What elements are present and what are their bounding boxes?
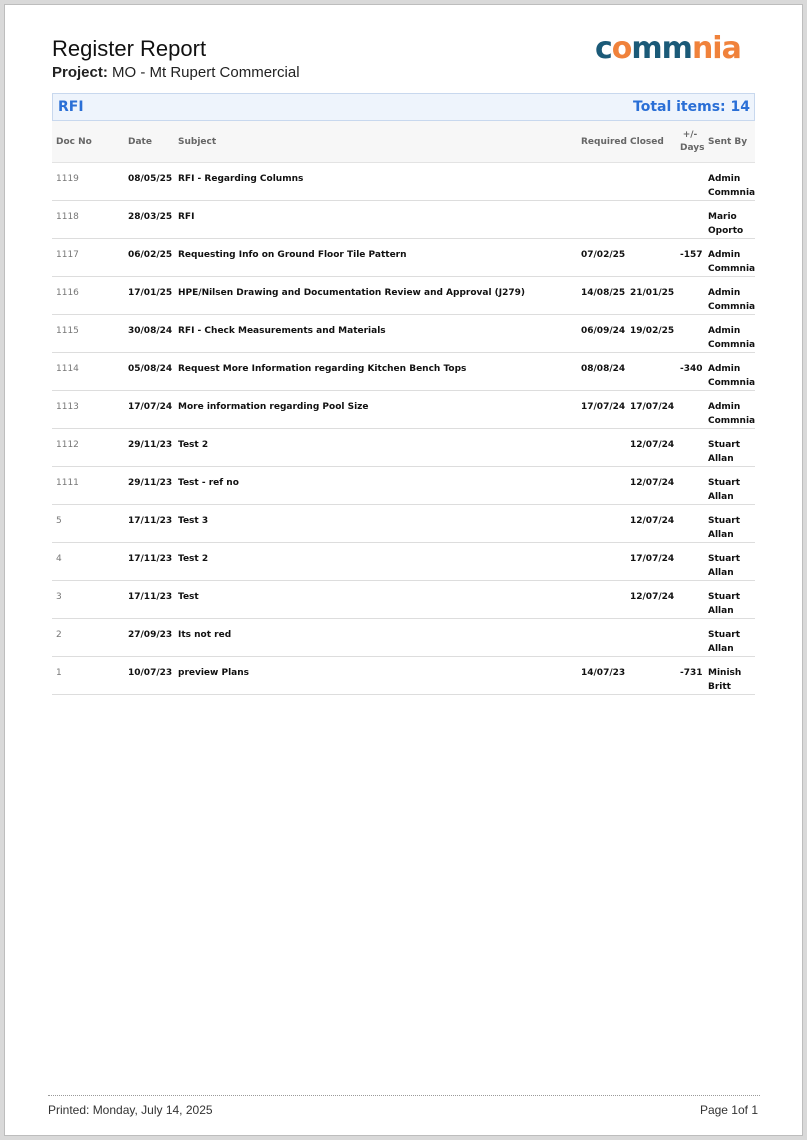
cell-days [676, 467, 704, 505]
cell-closed: 12/07/24 [626, 467, 676, 505]
cell-required: 06/09/24 [577, 315, 626, 353]
col-required: Required [577, 121, 626, 163]
col-date: Date [124, 121, 174, 163]
cell-date: 10/07/23 [124, 657, 174, 695]
cell-closed: 19/02/25 [626, 315, 676, 353]
cell-days [676, 163, 704, 201]
cell-required: 14/07/23 [577, 657, 626, 695]
cell-subject: RFI - Check Measurements and Materials [174, 315, 577, 353]
cell-subject: Test 3 [174, 505, 577, 543]
sent-by-first: Stuart [708, 592, 741, 602]
cell-sent-by [704, 505, 755, 543]
sent-by-first: Mario [708, 212, 737, 222]
cell-date: 08/05/25 [124, 163, 174, 201]
cell-date: 28/03/25 [124, 201, 174, 239]
cell-date: 17/11/23 [124, 543, 174, 581]
cell-subject: Test 2 [174, 543, 577, 581]
sent-by-first: Admin [708, 402, 741, 412]
cell-date: 17/11/23 [124, 505, 174, 543]
commnia-logo [595, 29, 765, 69]
cell-doc-no: 1114 [52, 353, 124, 391]
logo-c: c [595, 31, 612, 66]
cell-doc-no: 1117 [52, 239, 124, 277]
sent-by-first: Stuart [708, 440, 741, 450]
project-value: MO - Mt Rupert Commercial [112, 64, 300, 81]
cell-date: 30/08/24 [124, 315, 174, 353]
cell-days [676, 619, 704, 657]
sent-by-last: Commnia [708, 302, 756, 312]
table-row [52, 619, 755, 657]
cell-required [577, 163, 626, 201]
cell-closed [626, 353, 676, 391]
col-subject: Subject [174, 121, 577, 163]
table-row [52, 543, 755, 581]
sent-by-first: Stuart [708, 630, 741, 640]
sent-by-first: Stuart [708, 478, 741, 488]
cell-closed [626, 657, 676, 695]
col-closed: Closed [626, 121, 676, 163]
report-page [4, 4, 803, 1136]
footer-divider [48, 1095, 760, 1096]
table-row [52, 315, 755, 353]
sent-by-last: Oporto [708, 226, 744, 236]
logo-mm: mm [631, 31, 692, 66]
col-doc-no: Doc No [52, 121, 124, 163]
sent-by-first: Admin [708, 250, 741, 260]
section-title: RFI [58, 99, 84, 115]
cell-date: 29/11/23 [124, 429, 174, 467]
sent-by-first: Admin [708, 364, 741, 374]
table-row [52, 239, 755, 277]
cell-closed [626, 163, 676, 201]
cell-sent-by [704, 429, 755, 467]
total-items: Total items: 14 [633, 99, 750, 115]
cell-doc-no: 5 [52, 505, 124, 543]
cell-required [577, 429, 626, 467]
sent-by-first: Admin [708, 174, 741, 184]
cell-doc-no: 2 [52, 619, 124, 657]
cell-closed [626, 239, 676, 277]
cell-days [676, 581, 704, 619]
cell-sent-by [704, 239, 755, 277]
sent-by-first: Stuart [708, 516, 741, 526]
cell-subject: Its not red [174, 619, 577, 657]
cell-doc-no: 1113 [52, 391, 124, 429]
page-number: Page 1of 1 [699, 1103, 758, 1117]
cell-doc-no: 1116 [52, 277, 124, 315]
cell-required [577, 467, 626, 505]
sent-by-last: Commnia [708, 340, 756, 350]
cell-required [577, 543, 626, 581]
cell-subject: RFI - Regarding Columns [174, 163, 577, 201]
cell-date: 17/11/23 [124, 581, 174, 619]
rfi-register-table [52, 121, 755, 695]
sent-by-first: Admin [708, 288, 741, 298]
table-row [52, 467, 755, 505]
cell-sent-by [704, 277, 755, 315]
cell-required [577, 581, 626, 619]
cell-date: 06/02/25 [124, 239, 174, 277]
printed-date: Printed: Monday, July 14, 2025 [48, 1103, 213, 1117]
sent-by-last: Commnia [708, 416, 756, 426]
cell-days [676, 391, 704, 429]
table-row [52, 657, 755, 695]
cell-subject: Requesting Info on Ground Floor Tile Pattern [174, 239, 577, 277]
cell-required [577, 201, 626, 239]
section-header [52, 93, 755, 121]
sent-by-last: Britt [708, 682, 731, 692]
cell-doc-no: 1 [52, 657, 124, 695]
sent-by-last: Allan [708, 530, 734, 540]
cell-closed: 12/07/24 [626, 581, 676, 619]
cell-date: 27/09/23 [124, 619, 174, 657]
table-row [52, 163, 755, 201]
cell-sent-by [704, 391, 755, 429]
cell-sent-by [704, 201, 755, 239]
sent-by-last: Commnia [708, 188, 756, 198]
sent-by-last: Allan [708, 568, 734, 578]
cell-date: 29/11/23 [124, 467, 174, 505]
cell-subject: Test 2 [174, 429, 577, 467]
cell-date: 05/08/24 [124, 353, 174, 391]
cell-subject: Test - ref no [174, 467, 577, 505]
table-body [52, 163, 755, 695]
cell-required [577, 619, 626, 657]
sent-by-last: Allan [708, 492, 734, 502]
project-line [52, 64, 300, 81]
cell-doc-no: 1118 [52, 201, 124, 239]
cell-sent-by [704, 657, 755, 695]
cell-required: 07/02/25 [577, 239, 626, 277]
cell-sent-by [704, 315, 755, 353]
table-row [52, 429, 755, 467]
cell-date: 17/07/24 [124, 391, 174, 429]
logo-o: o [611, 31, 632, 66]
cell-closed [626, 619, 676, 657]
cell-sent-by [704, 467, 755, 505]
cell-subject: Request More Information regarding Kitchen Bench Tops [174, 353, 577, 391]
cell-closed: 17/07/24 [626, 391, 676, 429]
table-header-row [52, 121, 755, 163]
cell-sent-by [704, 581, 755, 619]
table-row [52, 201, 755, 239]
sent-by-last: Allan [708, 454, 734, 464]
table-row [52, 581, 755, 619]
cell-closed: 21/01/25 [626, 277, 676, 315]
table-row [52, 391, 755, 429]
sent-by-last: Commnia [708, 378, 756, 388]
table-row [52, 353, 755, 391]
logo-wordmark [595, 31, 741, 66]
cell-sent-by [704, 619, 755, 657]
cell-days: -340 [676, 353, 704, 391]
report-title: Register Report [52, 36, 207, 61]
cell-sent-by [704, 543, 755, 581]
cell-days: -731 [676, 657, 704, 695]
cell-required: 14/08/25 [577, 277, 626, 315]
cell-days [676, 201, 704, 239]
cell-days: -157 [676, 239, 704, 277]
cell-doc-no: 1119 [52, 163, 124, 201]
table-row [52, 277, 755, 315]
project-label: Project: [52, 64, 108, 81]
cell-required: 17/07/24 [577, 391, 626, 429]
sent-by-last: Allan [708, 606, 734, 616]
sent-by-last: Commnia [708, 264, 756, 274]
cell-days [676, 315, 704, 353]
cell-doc-no: 4 [52, 543, 124, 581]
cell-subject: RFI [174, 201, 577, 239]
col-days [676, 121, 704, 163]
cell-date: 17/01/25 [124, 277, 174, 315]
cell-subject: More information regarding Pool Size [174, 391, 577, 429]
cell-doc-no: 1112 [52, 429, 124, 467]
sent-by-last: Allan [708, 644, 734, 654]
cell-days [676, 543, 704, 581]
cell-subject: preview Plans [174, 657, 577, 695]
cell-closed: 12/07/24 [626, 429, 676, 467]
cell-required: 08/08/24 [577, 353, 626, 391]
table-row [52, 505, 755, 543]
cell-doc-no: 1111 [52, 467, 124, 505]
cell-closed [626, 201, 676, 239]
cell-days [676, 429, 704, 467]
cell-doc-no: 3 [52, 581, 124, 619]
cell-closed: 17/07/24 [626, 543, 676, 581]
col-sent-by: Sent By [704, 121, 755, 163]
cell-sent-by [704, 163, 755, 201]
logo-nia: nia [691, 31, 741, 66]
cell-sent-by [704, 353, 755, 391]
sent-by-first: Minish [708, 668, 742, 678]
col-days-line2: Days [680, 142, 705, 153]
cell-subject: HPE/Nilsen Drawing and Documentation Review and Approval (J279) [174, 277, 577, 315]
cell-days [676, 277, 704, 315]
cell-closed: 12/07/24 [626, 505, 676, 543]
sent-by-first: Admin [708, 326, 741, 336]
col-days-line1: +/- [682, 129, 698, 140]
cell-subject: Test [174, 581, 577, 619]
cell-days [676, 505, 704, 543]
sent-by-first: Stuart [708, 554, 741, 564]
cell-doc-no: 1115 [52, 315, 124, 353]
cell-required [577, 505, 626, 543]
